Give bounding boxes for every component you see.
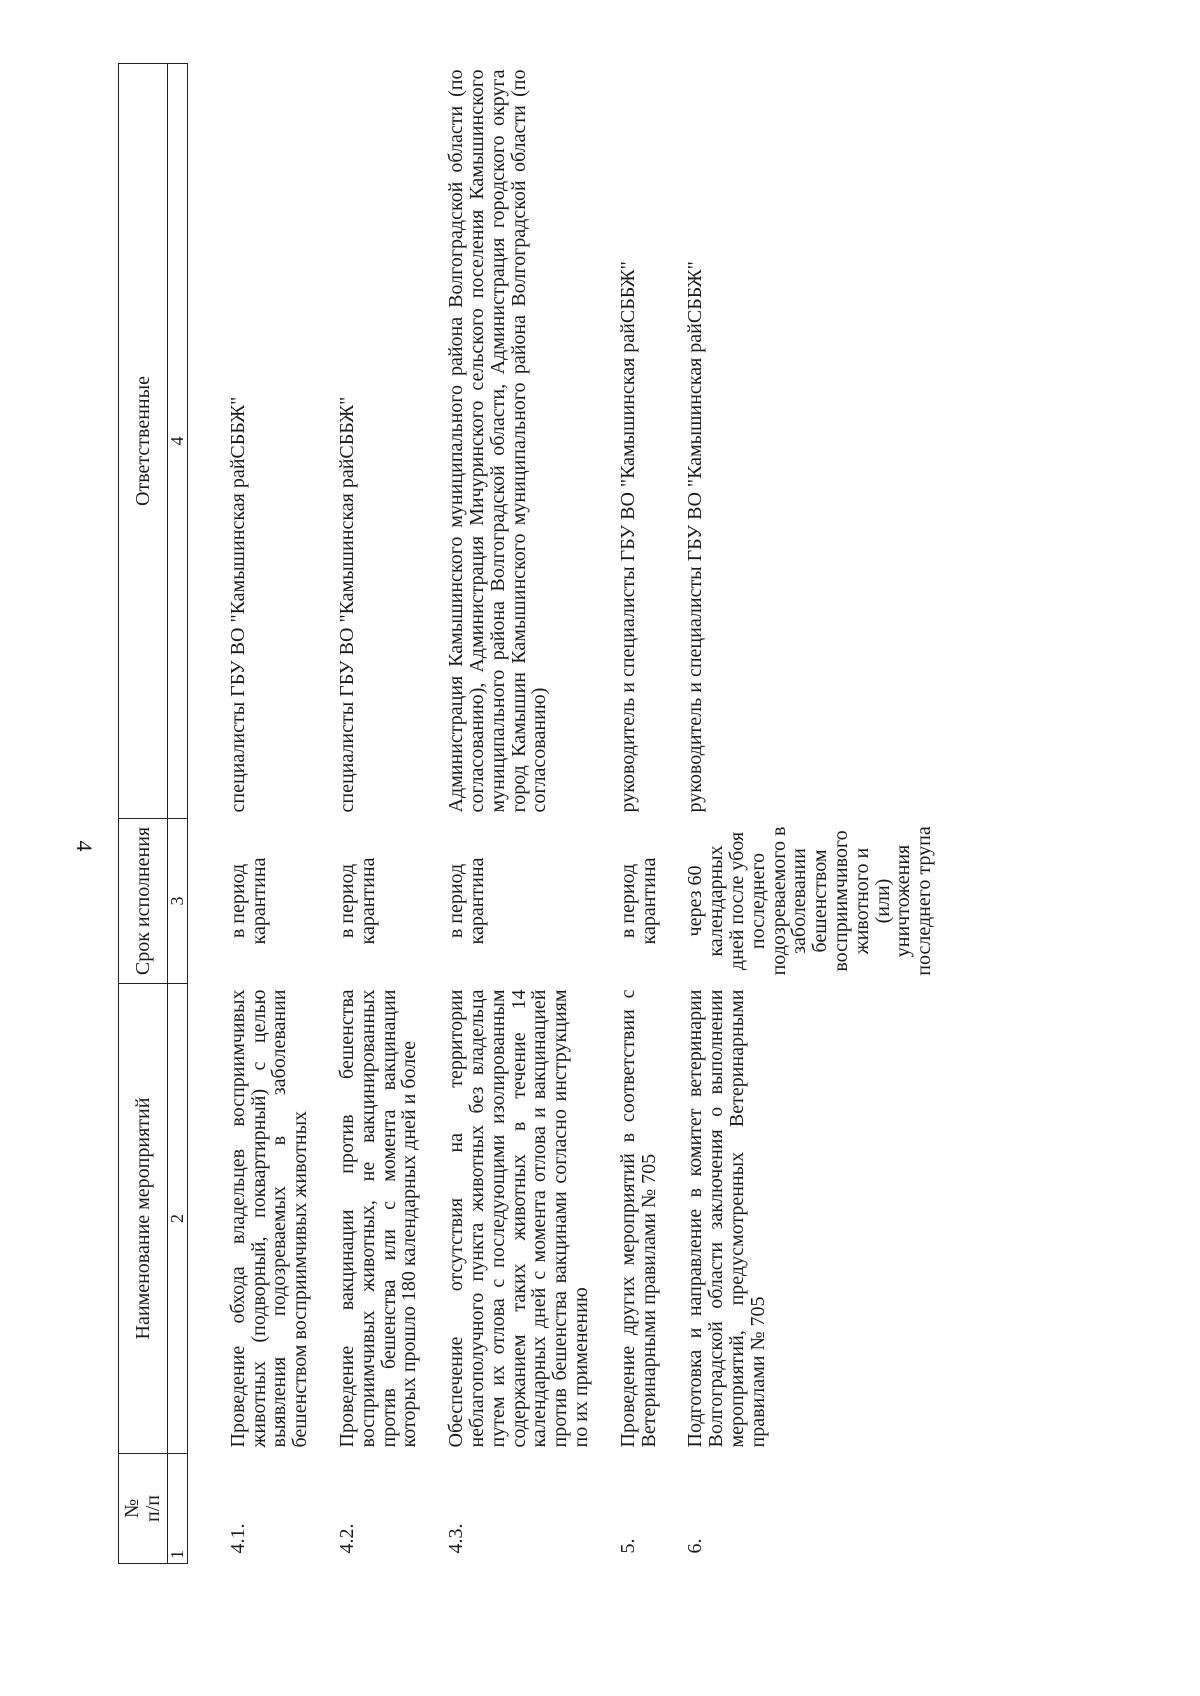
table-header xyxy=(119,64,188,1564)
deadline: в период карантина xyxy=(616,857,660,945)
table-row xyxy=(446,64,618,1564)
column-number-3: 3 xyxy=(168,819,188,984)
header-column-numbers xyxy=(168,64,188,1564)
header-deadline: Срок исполнения xyxy=(119,819,168,984)
measure-name: Проведение обхода владельцев восприимчивых животных (подворный, поквартирный) с целью выявления подозреваемых в заболевании бешенством восприимчивых животных xyxy=(226,989,312,1448)
measure-name: Обеспечение отсутствия на территории неблагополучного пункта животных без владельца путем их отлова с последующими изолированным содержанием таких животных в течение 14 календарных дней с момента отлова и вакцинацией против бешенства вакцинами согласно инструкциям по их применению xyxy=(445,989,593,1448)
responsible: специалисты ГБУ ВО "Камышинская райСББЖ" xyxy=(336,396,359,813)
spacer xyxy=(187,64,228,1564)
header-responsible: Ответственные xyxy=(119,64,168,819)
measure-name: Проведение вакцинации против бешенства восприимчивых животных, не вакцинированных против бешенства или с момента вакцинации которых прошло 180 календарных дней и более xyxy=(336,989,421,1448)
column-number-1: 1 xyxy=(168,1454,188,1564)
measure-name: Проведение других мероприятий в соответствии с Ветеринарными правилами № 705 xyxy=(616,989,660,1448)
row-number: 4.2. xyxy=(336,1523,359,1554)
responsible: специалисты ГБУ ВО "Камышинская райСББЖ" xyxy=(226,396,249,813)
row-number: 6. xyxy=(684,1538,707,1554)
row-number: 4.3. xyxy=(445,1523,468,1554)
header-measures: Наименование мероприятий xyxy=(119,984,168,1454)
column-number-4: 4 xyxy=(168,64,188,819)
responsible: Администрация Камышинского муниципального района Волгоградской области (по согласованию), Администрация Мичуринского сельского поселения Камышинского муниципального района Волгоградской области, Администрация городского округа город Камышин Камышинского муниципального района Волгоградской области (по согласованию) xyxy=(445,69,551,813)
row-number: 4.1. xyxy=(226,1523,249,1554)
header-number: № п/п xyxy=(119,1454,168,1564)
table-row xyxy=(685,64,961,1564)
landscape-sheet xyxy=(118,64,1118,1564)
deadline: в период карантина xyxy=(445,857,489,945)
deadline: через 60 календарных дней после убоя последнего подозреваемого в заболевании бешенством восприимчивого животного и (или) уничтожения последнего трупа xyxy=(684,826,936,976)
table-row xyxy=(618,64,686,1564)
measures-table xyxy=(118,63,961,1564)
row-number: 5. xyxy=(616,1538,639,1554)
measure-name: Подготовка и направление в комитет ветеринарии Волгоградской области заключения о выполнении мероприятий, предусмотренных Ветеринарными правилами № 705 xyxy=(684,989,769,1448)
column-number-2: 2 xyxy=(168,984,188,1454)
responsible: руководитель и специалисты ГБУ ВО "Камышинская райСББЖ" xyxy=(684,261,707,813)
responsible: руководитель и специалисты ГБУ ВО "Камышинская райСББЖ" xyxy=(616,261,639,813)
deadline: в период карантина xyxy=(336,857,379,945)
table-row xyxy=(337,64,446,1564)
deadline: в период карантина xyxy=(226,857,270,945)
page-number: 4 xyxy=(72,840,97,852)
table-row xyxy=(228,64,337,1564)
